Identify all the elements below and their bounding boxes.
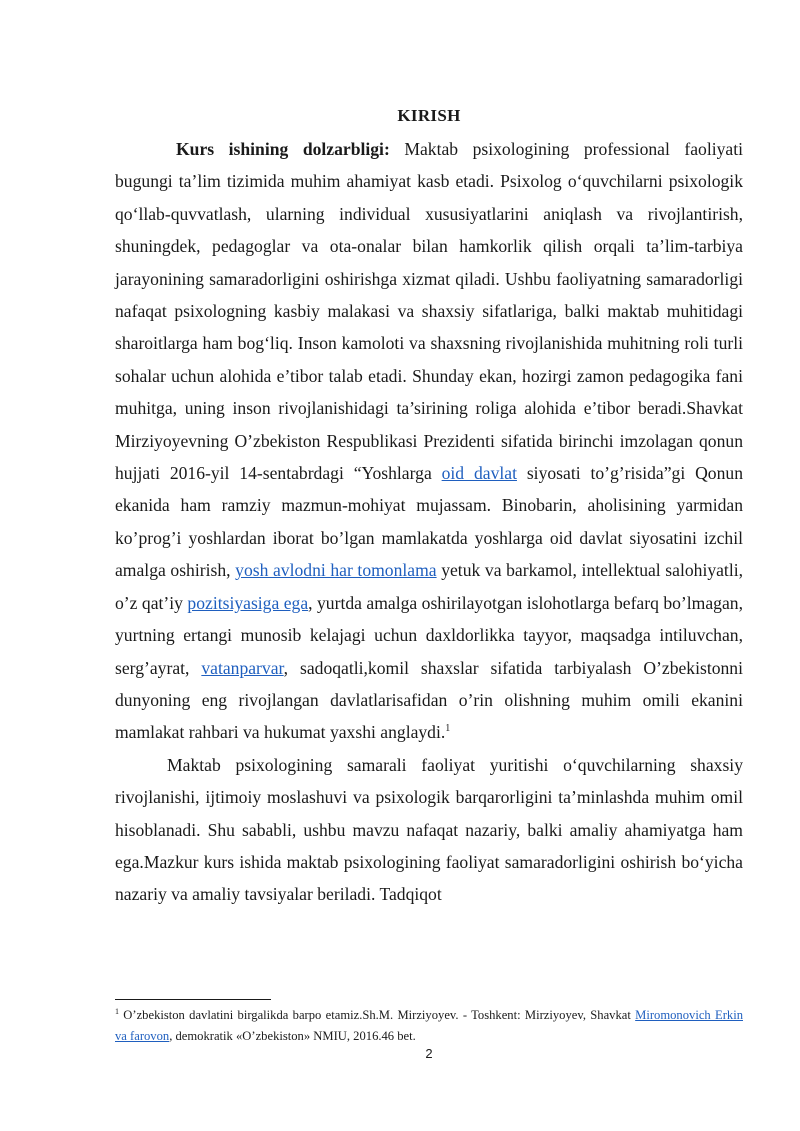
footnote <box>115 1005 743 1047</box>
footnote-text: , demokratik «O’zbekiston» NMIU, 2016.46 bet. <box>169 1029 416 1043</box>
paragraph-text: , sadoqatli,komil shaxslar sifatida tarbiyalash O’zbekistonni dunyoning eng rivojlangan davlatlarisafidan o’rin olishning muhim omili ekanini mamlakat rahbari va hukumat yaxshi anglaydi. <box>115 657 743 743</box>
paragraph-text: Maktab psixologining professional faoliyati bugungi ta’lim tizimida muhim ahamiyat kasb etadi. Psixolog o‘quvchilarni psixologik qo‘llab-quvvatlash, ularning individual xususiyatlarini aniqlash va rivojlantirish, shuningdek, pedagoglar va ota-onalar bilan hamkorlik qilish orqali ta’lim-tarbiya jarayonining samaradorligini oshirishga xizmat qiladi. Ushbu faoliyatning samaradorligi nafaqat psixologning kasbiy malakasi va shaxsiy sifatlariga, balki maktab muhitidagi sharoitlarga ham bog‘liq. Inson kamoloti va shaxsning rivojlanishida muhitning roli turli sohalar uchun alohida e’tibor talab etadi. Shunday ekan, hozirgi zamon pedagogika fani muhitga, uning inson rivojlanishidagi ta’sirining roliga alohida e’tibor beradi.Shavkat Mirziyoyevning O’zbekiston Respublikasi Prezidenti sifatida birinchi imzolagan qonun hujjati 2016-yil 14-sentabrdagi “Yoshlarga <box>115 139 743 484</box>
paragraph-text: siyosati to’g’risida”gi Qonun ekanida ham ramziy mazmun-mohiyat mujassam. Binobarin, aholisining yarmidan ko’prog’i yoshlardan iborat bo’lgan mamlakatda yoshlarga oid davlat siyosatini izchil amalga oshirish, <box>115 463 743 581</box>
footnote-separator <box>115 999 271 1000</box>
paragraph-relevance <box>115 133 743 749</box>
paragraph-text: , yurtda amalga oshirilayotgan islohotlarga befarq bo’lmagan, yurtning ertangi munosib kelajagi uchun daxldorlikka tayyor, maqsadga intiluvchan, serg’ayrat, <box>115 592 743 678</box>
footnote-reference[interactable]: 1 <box>445 723 451 735</box>
link-yosh-avlodni[interactable]: yosh avlodni har tomonlama <box>235 560 437 581</box>
body-text <box>115 133 743 911</box>
paragraph-text: yetuk va barkamol, intellektual salohiyatli, o’z qat’iy <box>115 560 743 613</box>
page-number: 2 <box>425 1046 433 1061</box>
section-heading: KIRISH <box>397 106 461 125</box>
footnote-marker: 1 <box>115 1006 119 1016</box>
relevance-lead: Kurs ishining dolzarbligi: <box>176 139 390 159</box>
footnote-text: O’zbekiston davlatini birgalikda barpo etamiz.Sh.M. Mirziyoyev. - Toshkent: Mirziyoyev, Shavkat <box>119 1008 636 1022</box>
link-pozitsiyasiga-ega[interactable]: pozitsiyasiga ega <box>187 592 309 613</box>
paragraph-significance: Maktab psixologining samarali faoliyat yuritishi o‘quvchilarning shaxsiy rivojlanishi, ijtimoiy moslashuvi va psixologik barqarorligini ta’minlashda muhim omil hisoblanadi. Shu sababli, ushbu mavzu nafaqat nazariy, balki amaliy ahamiyatga ham ega.Mazkur kurs ishida maktab psixologining faoliyat samaradorligini oshirish bo‘yicha nazariy va amaliy tavsiyalar beriladi. Tadqiqot <box>115 754 743 905</box>
footnote-link[interactable]: Miromonovich Erkin va farovon <box>115 1008 743 1043</box>
link-vatanparvar[interactable]: vatanparvar <box>201 657 284 678</box>
link-oid-davlat[interactable]: oid davlat <box>441 463 517 484</box>
